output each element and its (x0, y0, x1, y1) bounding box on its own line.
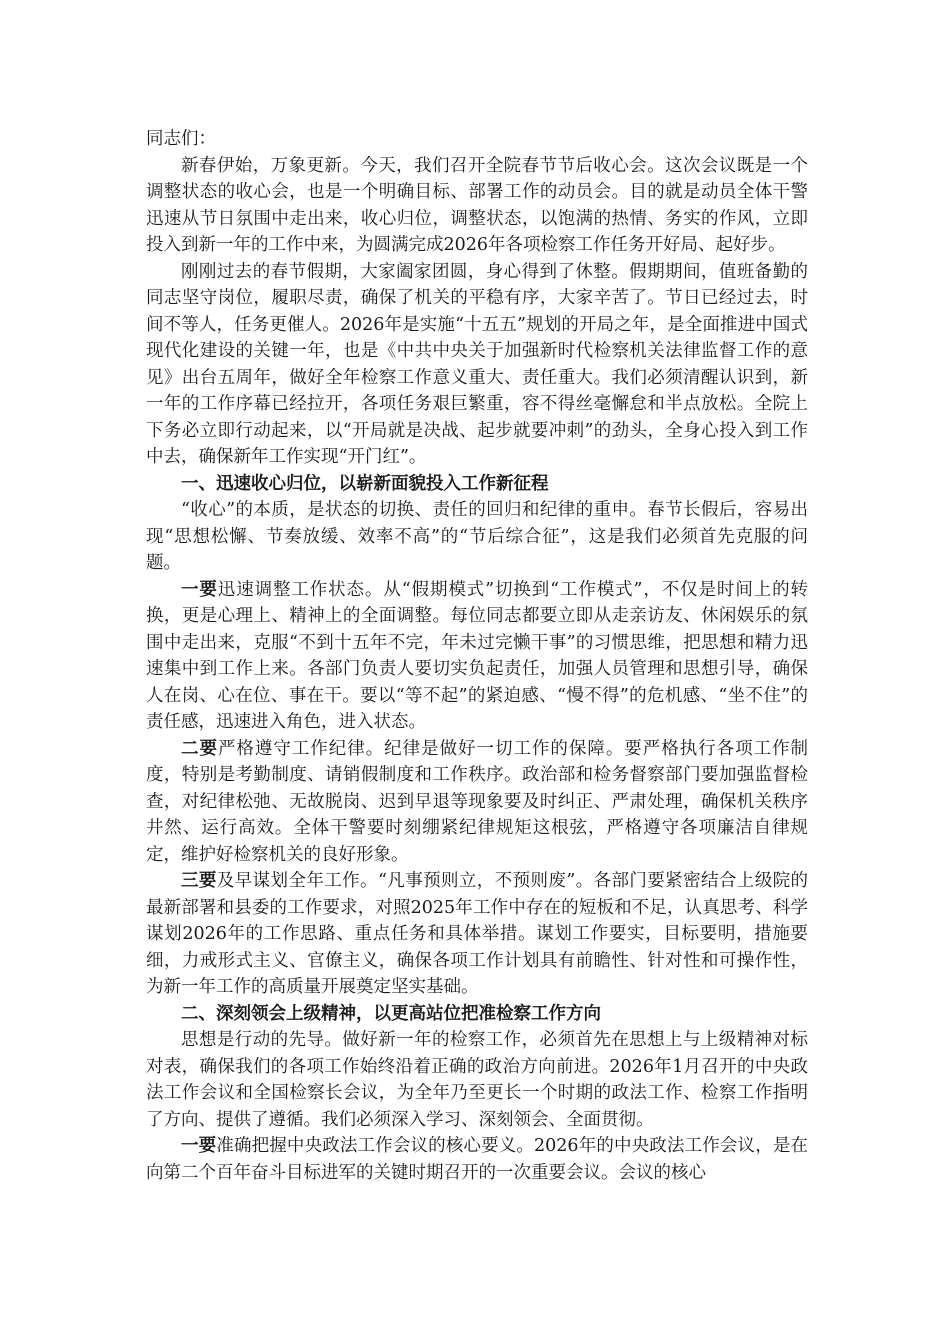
point-lead: 二要 (181, 738, 218, 759)
paragraph-opening: 新春伊始，万象更新。今天，我们召开全院春节节后收心会。这次会议既是一个调整状态的收心会，也是一个明确目标、部署工作的动员会。目的就是动员全体干警迅速从节日氛围中走出来，收心归位，调整状态，以饱满的热情、务实的作风，立即投入到新一年的工作中来，为圆满完成2026年各项检察工作任务开好局、起好步。 (146, 155, 808, 255)
point-text: 及早谋划全年工作。“凡事预则立，不预则废”。各部门要紧密结合上级院的最新部署和县委的工作要求，对照2025年工作中存在的短板和不足，认真思考、科学谋划2026年的工作思路、重点任务和具体举措。谋划工作要实，目标要明，措施要细，力戒形式主义、官僚主义，确保各项工作计划具有前瞻性、针对性和可操作性，为新一年工作的高质量开展奠定坚实基础。 (146, 871, 809, 997)
section-heading-2: 二、深刻领会上级精神，以更高站位把准检察工作方向 (181, 1003, 601, 1024)
section-heading-1: 一、迅速收心归位，以崭新面貌投入工作新征程 (181, 473, 549, 494)
point-lead: 一要 (181, 1136, 217, 1156)
paragraph-section-1-point-1 (146, 577, 808, 736)
paragraph-section-1-point-2 (146, 736, 808, 869)
paragraph-section-1-intro: “收心”的本质，是状态的切换、责任的回归和纪律的重申。春节长假后，容易出现“思想松懈、节奏放缓、效率不高”的“节后综合征”，这是我们必须首先克服的问题。 (146, 500, 808, 573)
document-body (146, 126, 808, 1186)
point-lead: 三要 (181, 871, 217, 891)
salutation: 同志们： (146, 129, 216, 149)
point-lead: 一要 (181, 579, 218, 600)
paragraph-section-1-point-3 (146, 868, 808, 1001)
paragraph-section-2-intro: 思想是行动的先导。做好新一年的检察工作，必须首先在思想上与上级精神对标对表，确保我们的各项工作始终沿着正确的政治方向前进。2026年1月召开的中央政法工作会议和全国检察长会议，为全年乃至更长一个时期的政法工作、检察工作指明了方向、提供了遵循。我们必须深入学习、深刻领会、全面贯彻。 (146, 1030, 808, 1130)
paragraph-holiday-review: 刚刚过去的春节假期，大家阖家团圆，身心得到了休整。假期期间，值班备勤的同志坚守岗位，履职尽责，确保了机关的平稳有序，大家辛苦了。节日已经过去，时间不等人，任务更催人。2026年是实施“十五五”规划的开局之年，是全面推进中国式现代化建设的关键一年，也是《中共中央关于加强新时代检察机关法律监督工作的意见》出台五周年，做好全年检察工作意义重大、责任重大。我们必须清醒认识到，新一年的工作序幕已经拉开，各项任务艰巨繁重，容不得丝毫懈怠和半点放松。全院上下务必立即行动起来，以“开局就是决战、起步就要冲刺”的劲头，全身心投入到工作中去，确保新年工作实现“开门红”。 (146, 261, 808, 467)
point-text: 准确把握中央政法工作会议的核心要义。2026年的中央政法工作会议，是在向第二个百年奋斗目标进军的关键时期召开的一次重要会议。会议的核心 (146, 1136, 808, 1183)
paragraph-section-2-point-1 (146, 1133, 808, 1186)
point-text: 严格遵守工作纪律。纪律是做好一切工作的保障。要严格执行各项工作制度，特别是考勤制度、请销假制度和工作秩序。政治部和检务督察部门要加强监督检查，对纪律松弛、无故脱岗、迟到早退等现象要及时纠正、严肃处理，确保机关秩序井然、运行高效。全体干警要时刻绷紧纪律规矩这根弦，严格遵守各项廉洁自律规定，维护好检察机关的良好形象。 (146, 738, 809, 865)
point-text: 迅速调整工作状态。从“假期模式”切换到“工作模式”，不仅是时间上的转换，更是心理上、精神上的全面调整。每位同志都要立即从走亲访友、休闲娱乐的氛围中走出来，克服“不到十五年不完，年未过完懒干事”的习惯思维，把思想和精力迅速集中到工作上来。各部门负责人要切实负起责任，加强人员管理和思想引导，确保人在岗、心在位、事在干。要以“等不起”的紧迫感、“慢不得”的危机感、“坐不住”的责任感，迅速进入角色，进入状态。 (146, 579, 809, 732)
